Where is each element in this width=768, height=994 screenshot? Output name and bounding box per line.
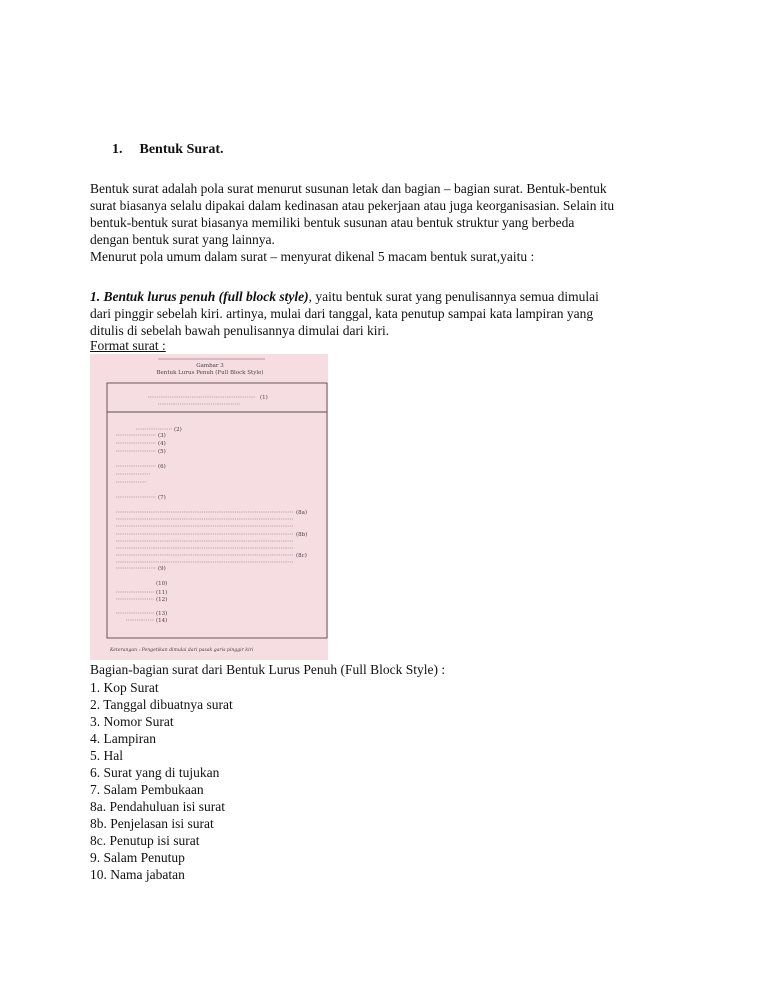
- heading-number: 1.: [112, 142, 123, 157]
- marker-7: (7): [158, 495, 166, 501]
- figure-caption-sub: Bentuk Lurus Penuh (Full Block Style): [156, 370, 264, 376]
- list-item: 8a. Pendahuluan isi surat: [90, 799, 225, 814]
- list-item: 9. Salam Penutup: [90, 850, 185, 865]
- style1-desc-line: ditulis di sebelah bawah penulisannya dimulai dari kiri.: [90, 323, 390, 338]
- marker-9: (9): [158, 566, 166, 572]
- list-item: 7. Salam Pembukaan: [90, 782, 204, 797]
- marker-3: (3): [158, 433, 166, 439]
- style1-desc-line: dari pinggir sebelah kiri. artinya, mulai dari tanggal, kata penutup sampai kata lampiran yang: [90, 306, 594, 321]
- list-item: 3. Nomor Surat: [90, 714, 174, 729]
- marker-13: (13): [156, 611, 168, 617]
- figure-caption-top: Gambar 3: [196, 363, 224, 369]
- marker-12: (12): [156, 597, 168, 603]
- style1-paragraph: [90, 288, 680, 339]
- intro-line: surat biasanya selalu dipakai dalam kedinasan atau pekerjaan atau juga keorganisasian. Selain itu: [90, 198, 615, 213]
- figure-note: Keterangan : Pengetikan dimulai dari pasak garis pinggir kiri: [110, 648, 254, 653]
- parts-intro: Bagian-bagian surat dari Bentuk Lurus Penuh (Full Block Style) :: [90, 662, 446, 677]
- style1-desc-first: , yaitu bentuk surat yang penulisannya semua dimulai: [308, 289, 599, 304]
- marker-8c: (8c): [296, 553, 307, 559]
- marker-10: (10): [156, 581, 168, 587]
- section-heading: [112, 142, 224, 158]
- marker-1: (1): [260, 395, 268, 401]
- intro-line: dengan bentuk surat yang lainnya.: [90, 232, 275, 247]
- list-item: 1. Kop Surat: [90, 680, 159, 695]
- marker-11: (11): [156, 590, 168, 596]
- marker-14: (14): [156, 618, 168, 624]
- style1-first-line: [90, 288, 680, 305]
- list-item: 8c. Penutup isi surat: [90, 833, 200, 848]
- style1-name: 1. Bentuk lurus penuh (full block style): [90, 289, 309, 304]
- marker-2: (2): [174, 427, 182, 433]
- list-item: 5. Hal: [90, 748, 123, 763]
- letter-format-figure: [90, 354, 328, 660]
- list-item: 8b. Penjelasan isi surat: [90, 816, 214, 831]
- list-item: 4. Lampiran: [90, 731, 156, 746]
- figure-drawing: [90, 354, 328, 660]
- intro-line: bentuk-bentuk surat biasanya memiliki bentuk susunan atau bentuk struktur yang berbeda: [90, 215, 575, 230]
- intro-line: Bentuk surat adalah pola surat menurut susunan letak dan bagian – bagian surat. Bentuk-bentuk: [90, 181, 607, 196]
- intro-paragraph: [90, 180, 680, 265]
- marker-5: (5): [158, 449, 166, 455]
- marker-4: (4): [158, 441, 166, 447]
- intro-line: Menurut pola umum dalam surat – menyurat dikenal 5 macam bentuk surat,yaitu :: [90, 249, 535, 264]
- list-item: 6. Surat yang di tujukan: [90, 765, 220, 780]
- list-item: 10. Nama jabatan: [90, 867, 185, 882]
- parts-list: [90, 679, 233, 883]
- list-item: 2. Tanggal dibuatnya surat: [90, 697, 233, 712]
- marker-6: (6): [158, 464, 166, 470]
- marker-8b: (8b): [296, 532, 308, 538]
- marker-8a: (8a): [296, 510, 308, 516]
- heading-title: Bentuk Surat.: [139, 142, 224, 157]
- format-label: Format surat :: [90, 338, 166, 353]
